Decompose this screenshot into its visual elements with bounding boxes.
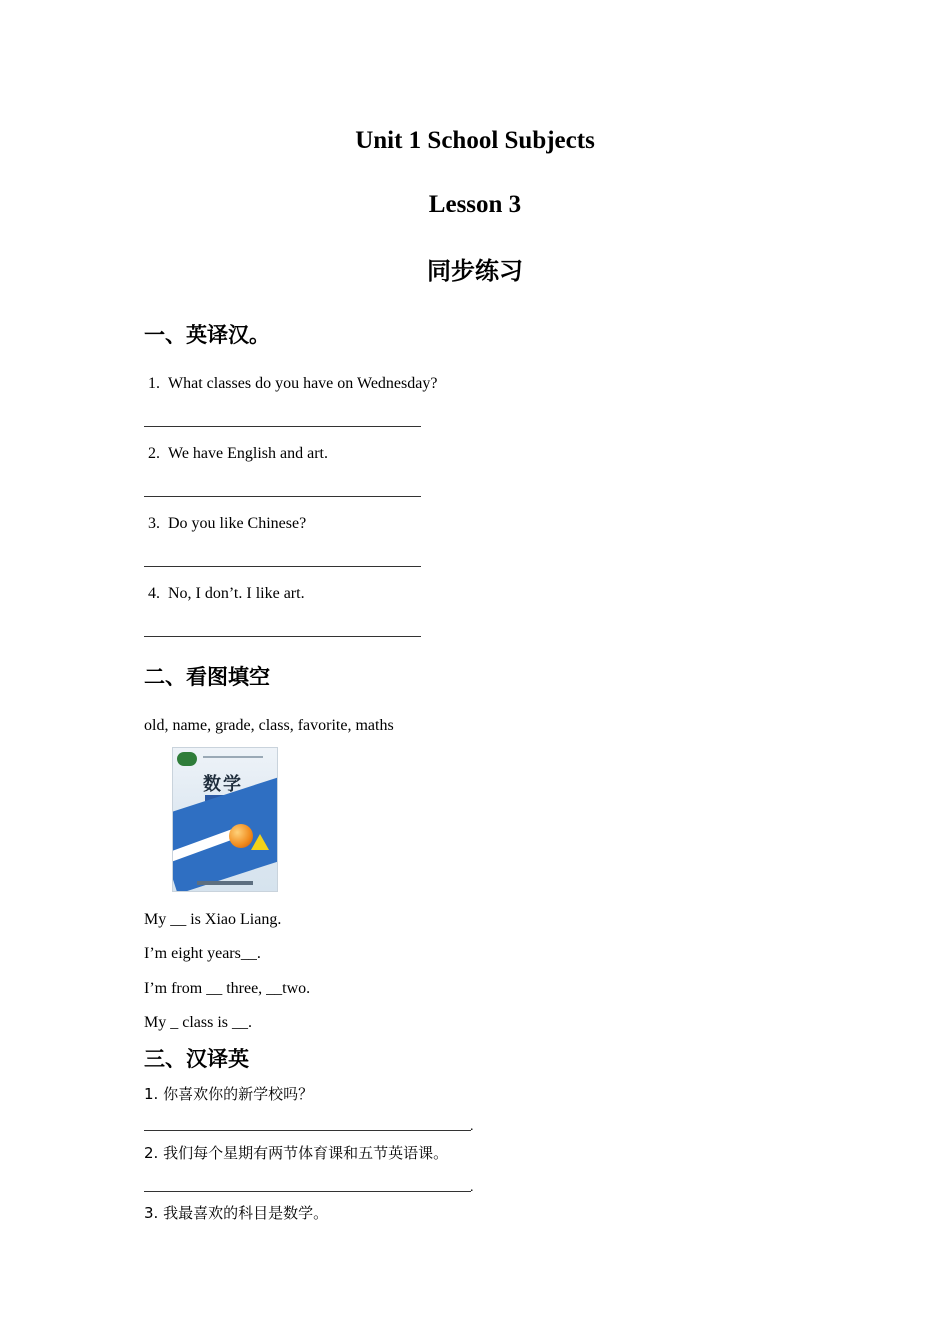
item-text: No, I don’t. I like art. <box>168 585 305 602</box>
orange-sphere-icon <box>229 824 253 848</box>
answer-line-4[interactable] <box>144 636 421 637</box>
section2-heading: 二、看图填空 <box>144 665 270 689</box>
section1-item-1 <box>148 374 437 394</box>
fill-sentence-3: I’m from __ three, __two. <box>144 980 311 997</box>
worksheet-subtitle: 同步练习 <box>427 257 523 285</box>
section3-item-2: 2. 我们每个星期有两节体育课和五节英语课。 <box>144 1144 449 1162</box>
section3-heading: 三、汉译英 <box>144 1047 249 1071</box>
badge-icon <box>177 752 197 766</box>
line-end-period: . <box>470 1119 474 1134</box>
triangle-icon <box>251 834 269 850</box>
answer-line-5[interactable] <box>144 1130 471 1131</box>
answer-line-2[interactable] <box>144 496 421 497</box>
section1-item-3 <box>148 514 306 534</box>
section1-item-4 <box>148 584 305 604</box>
item-number: 4. <box>148 585 160 602</box>
answer-line-6[interactable] <box>144 1191 471 1192</box>
item-text: We have English and art. <box>168 445 328 462</box>
answer-line-1[interactable] <box>144 426 421 427</box>
item-text: What classes do you have on Wednesday? <box>168 375 438 392</box>
item-number: 3. <box>148 515 160 532</box>
fill-sentence-1: My __ is Xiao Liang. <box>144 911 282 928</box>
worksheet-title: Unit 1 School Subjects <box>355 127 595 154</box>
item-number: 2. <box>148 445 160 462</box>
answer-line-3[interactable] <box>144 566 421 567</box>
section3-item-1: 1. 你喜欢你的新学校吗？ <box>144 1085 314 1103</box>
item-number: 1. <box>148 375 160 392</box>
line-end-period: . <box>470 1180 474 1195</box>
fill-sentence-4: My _ class is __. <box>144 1014 252 1031</box>
word-bank: old, name, grade, class, favorite, maths <box>144 717 394 734</box>
math-textbook-image <box>172 747 278 892</box>
item-text: Do you like Chinese? <box>168 515 307 532</box>
section1-item-2 <box>148 444 328 464</box>
lesson-title: Lesson 3 <box>428 191 522 218</box>
book-cover-title: 数学 <box>203 774 243 795</box>
section1-heading: 一、英译汉。 <box>144 323 270 347</box>
fill-sentence-2: I’m eight years__. <box>144 945 261 962</box>
section3-item-3: 3. 我最喜欢的科目是数学。 <box>144 1204 329 1222</box>
